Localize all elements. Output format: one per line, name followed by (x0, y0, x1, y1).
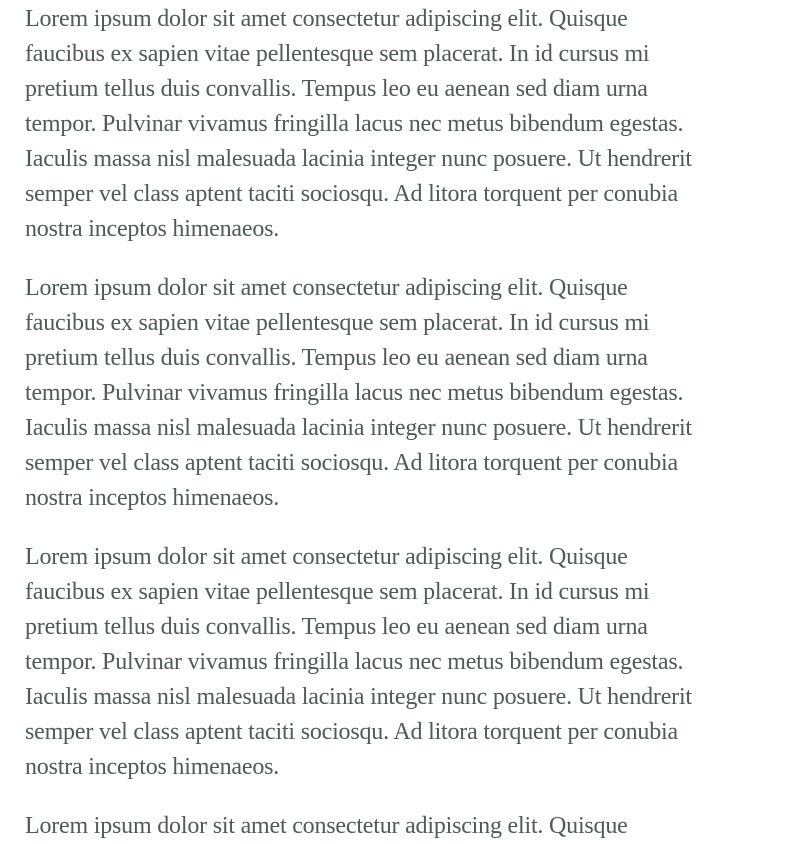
text-line: nostra inceptos himenaeos. (25, 216, 280, 242)
paragraph-clipped (25, 809, 790, 844)
text-line: faucibus ex sapien vitae pellentesque sem placerat. In id cursus mi (25, 579, 650, 605)
text-line: Lorem ipsum dolor sit amet consectetur adipiscing elit. Quisque (25, 275, 628, 301)
text-line: Lorem ipsum dolor sit amet consectetur adipiscing elit. Quisque (25, 6, 628, 32)
text-line: semper vel class aptent taciti sociosqu. Ad litora torquent per conubia (25, 181, 678, 207)
text-line: faucibus ex sapien vitae pellentesque sem placerat. In id cursus mi (25, 41, 650, 67)
text-line: semper vel class aptent taciti sociosqu. Ad litora torquent per conubia (25, 450, 678, 476)
text-line: Iaculis massa nisl malesuada lacinia integer nunc posuere. Ut hendrerit (25, 146, 692, 172)
text-line: semper vel class aptent taciti sociosqu. Ad litora torquent per conubia (25, 719, 678, 745)
text-line: Iaculis massa nisl malesuada lacinia integer nunc posuere. Ut hendrerit (25, 684, 692, 710)
paragraph (25, 2, 790, 247)
text-line: pretium tellus duis convallis. Tempus leo eu aenean sed diam urna (25, 76, 648, 102)
text-line: pretium tellus duis convallis. Tempus leo eu aenean sed diam urna (25, 345, 648, 371)
text-line: tempor. Pulvinar vivamus fringilla lacus nec metus bibendum egestas. (25, 380, 684, 406)
text-line: faucibus ex sapien vitae pellentesque sem placerat. In id cursus mi (25, 310, 650, 336)
text-line: nostra inceptos himenaeos. (25, 485, 280, 511)
text-line: Iaculis massa nisl malesuada lacinia integer nunc posuere. Ut hendrerit (25, 415, 692, 441)
text-line: tempor. Pulvinar vivamus fringilla lacus nec metus bibendum egestas. (25, 111, 684, 137)
paragraph (25, 271, 790, 516)
text-line: tempor. Pulvinar vivamus fringilla lacus nec metus bibendum egestas. (25, 649, 684, 675)
text-line: Lorem ipsum dolor sit amet consectetur adipiscing elit. Quisque (25, 813, 628, 839)
text-line: pretium tellus duis convallis. Tempus leo eu aenean sed diam urna (25, 614, 648, 640)
paragraph (25, 540, 790, 785)
text-line: nostra inceptos himenaeos. (25, 754, 280, 780)
text-line: Lorem ipsum dolor sit amet consectetur adipiscing elit. Quisque (25, 544, 628, 570)
